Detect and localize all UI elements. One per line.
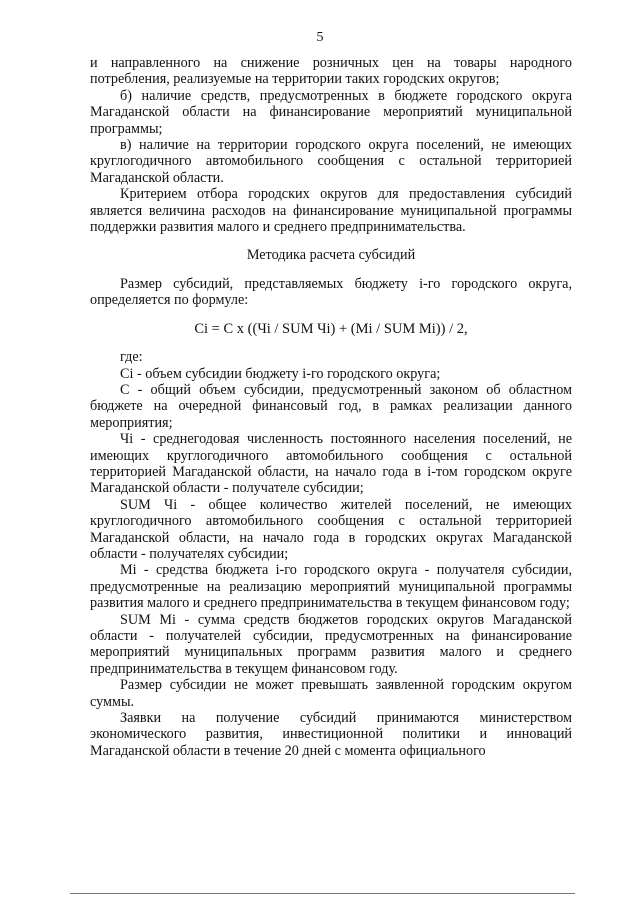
paragraph: и направленного на снижение розничных цен на товары народного потребления, реализуемые на территории таких городских округов; [90,55,572,88]
paragraph: Чi - среднегодовая численность постоянного населения поселений, не имеющих круглогодичного автомобильного сообщения с остальной территорией Магаданской области, на начало года в i-том городском округе Магаданской области - получателе субсидии; [90,431,572,497]
paragraph: Размер субсидии не может превышать заявленной городским округом суммы. [90,677,572,710]
page-bottom-rule [70,893,575,894]
paragraph: SUM Чi - общее количество жителей поселений, не имеющих круглогодичного автомобильного сообщения с остальной территорией Магаданской области, на начало года в городских округах Магаданской области - получателях субсидии; [90,496,572,562]
document-body [90,55,572,759]
paragraph: Критерием отбора городских округов для предоставления субсидий является величина расходов на финансирование муниципальной программы поддержки развития малого и среднего предпринимательства. [90,186,572,236]
paragraph: Ci - объем субсидии бюджету i-го городского округа; [120,365,441,382]
paragraph: SUM Mi - сумма средств бюджетов городских округов Магаданской области - получателей субсидии, предусмотренных на финансирование мероприятий муниципальных программ развития малого и среднего предпринимательства в текущем финансовом году. [90,611,572,677]
paragraph: где: [120,349,143,366]
paragraph: в) наличие на территории городского округа поселений, не имеющих круглогодичного автомобильного сообщения с остальной территорией Магаданской области. [90,137,572,186]
formula: Ci = C x ((Чi / SUM Чi) + (Mi / SUM Mi)) / 2, [194,320,468,337]
paragraph: C - общий объем субсидии, предусмотренный законом об областном бюджете на очередной финансовый год, в рамках реализации данного мероприятия; [90,381,572,431]
page-number: 5 [316,30,324,45]
paragraph: б) наличие средств, предусмотренных в бюджете городского округа Магаданской области на финансирование мероприятий муниципальной программы; [90,87,572,137]
paragraph: Размер субсидий, представляемых бюджету i-го городского округа, определяется по формуле: [90,275,572,309]
paragraph: Заявки на получение субсидий принимаются министерством экономического развития, инвестиционной политики и инноваций Магаданской области в течение 20 дней с момента официального [90,710,572,759]
section-heading: Методика расчета субсидий [246,247,416,264]
paragraph: Mi - средства бюджета i-го городского округа - получателя субсидии, предусмотренные на реализацию мероприятий муниципальной программы развития малого и среднего предпринимательства в текущем финансовом году; [90,562,572,612]
